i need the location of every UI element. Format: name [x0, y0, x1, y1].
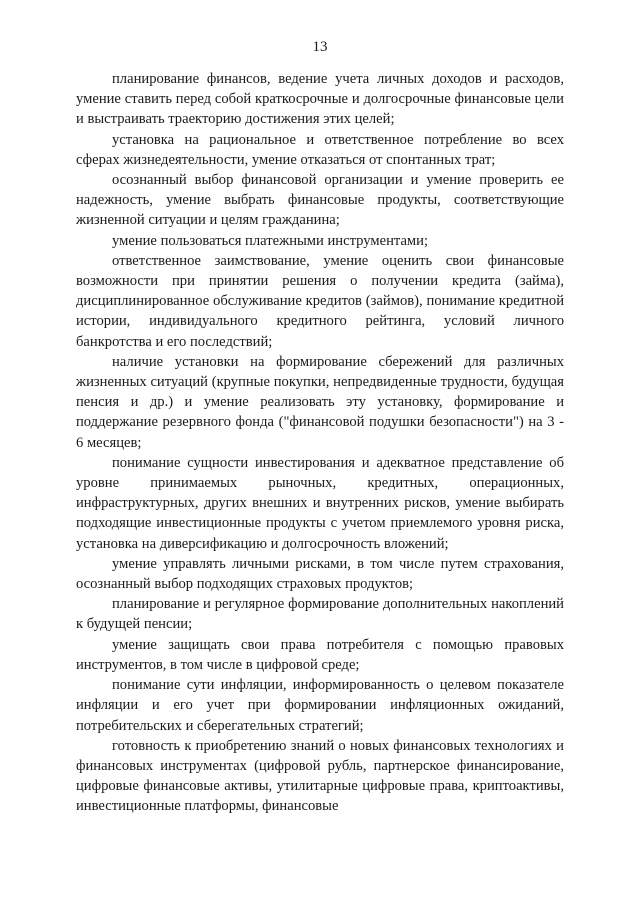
page-number: 13: [312, 39, 328, 55]
paragraph-investing: понимание сущности инвестирования и адекватное представление об уровне принимаемых рыночных, кредитных, операционных, инфраструктурных, других внешних и внутренних рисков, умение выбирать подходящие инвестиционные продукты с учетом приемлемого уровня риска, установка на диверсификацию и долгосрочность вложений;: [76, 454, 564, 552]
paragraph-consumer-rights: умение защищать свои права потребителя с помощью правовых инструментов, в том числе в цифровой среде;: [76, 636, 564, 673]
paragraph-savings: наличие установки на формирование сбережений для различных жизненных ситуаций (крупные покупки, непредвиденные трудности, будущая пенсия и др.) и умение реализовать эту установку, формирование и поддержание резервного фонда ("финансовой подушки безопасности") на 3 - 6 месяцев;: [76, 353, 564, 451]
paragraph-new-technologies: готовность к приобретению знаний о новых финансовых технологиях и финансовых инструментах (цифровой рубль, партнерское финансирование, цифровые финансовые активы, утилитарные цифровые права, криптоактивы, инвестиционные платформы, финансовые: [76, 737, 564, 815]
paragraph-financial-planning: планирование финансов, ведение учета личных доходов и расходов, умение ставить перед собой краткосрочные и долгосрочные финансовые цели и выстраивать траекторию достижения этих целей;: [76, 71, 564, 128]
paragraph-rational-consumption: установка на рациональное и ответственное потребление во всех сферах жизнедеятельности, умение отказаться от спонтанных трат;: [76, 131, 564, 168]
paragraph-payment-instruments: умение пользоваться платежными инструментами;: [112, 232, 429, 249]
paragraph-personal-risks: умение управлять личными рисками, в том числе путем страхования, осознанный выбор подходящих страховых продуктов;: [76, 555, 564, 593]
paragraph-pension-savings: планирование и регулярное формирование дополнительных накоплений к будущей пенсии;: [76, 596, 564, 633]
document-body: [76, 69, 564, 817]
paragraph-responsible-borrowing: ответственное заимствование, умение оценить свои финансовые возможности при принятии решения о получении кредита (займа), дисциплинированное обслуживание кредитов (займов), понимание кредитной истории, индивидуального кредитного рейтинга, условий личного банкротства и его последствий;: [76, 252, 564, 350]
paragraph-inflation: понимание сути инфляции, информированность о целевом показателе инфляции и его учет при формировании инфляционных ожиданий, потребительских и сберегательных стратегий;: [76, 677, 564, 734]
paragraph-financial-organization-choice: осознанный выбор финансовой организации и умение проверить ее надежность, умение выбрать финансовые продукты, соответствующие жизненной ситуации и целям гражданина;: [76, 172, 564, 229]
